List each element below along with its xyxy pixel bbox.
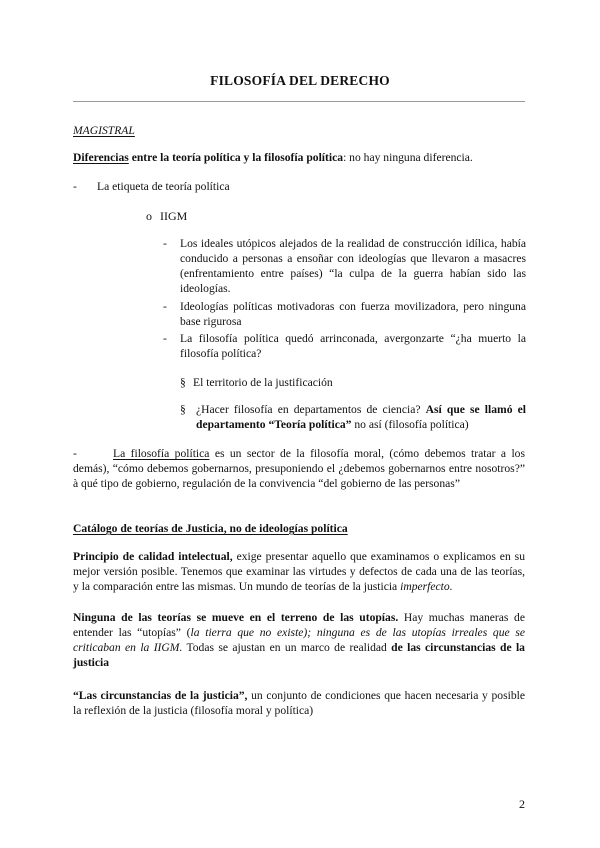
sec-2-bold: Así que se llamó el departamento “Teoría política”: [196, 403, 526, 431]
bullet-2-underlined: La filosofía política: [113, 447, 210, 460]
bullet-2-marker: -: [73, 447, 77, 460]
diferencias-paragraph: [73, 150, 525, 165]
sec-1-text: El territorio de la justificación: [193, 376, 333, 389]
dash-c-marker: -: [163, 332, 167, 345]
dash-c-text: La filosofía política quedó arrinconada, avergonzarte “¿ha muerto la filosofía política?: [180, 332, 526, 360]
title-divider: [73, 101, 525, 102]
sec-2-text: ¿Hacer filosofía en departamentos de ciencia? Así que se llamó el departamento “Teoría política” no así (filosofía política): [196, 403, 526, 431]
diferencias-bold: entre la teoría política y la filosofía política: [128, 151, 344, 164]
bullet-1-marker: -: [73, 180, 77, 193]
dash-b-marker: -: [163, 300, 167, 313]
section-sign-1: §: [180, 376, 186, 389]
circunstancias-paragraph: “Las circunstancias de la justicia”, un conjunto de condiciones que hacen necesaria y posible la reflexión de la justicia (filosofía moral y política): [73, 689, 526, 717]
dash-a-text: Los ideales utópicos alejados de la realidad de construcción idílica, había conducido a personas a ensoñar con ideologías que llevaron a masacres (enfrentamiento entre países) “la culpa de la guerra habían sido las ideologías.: [180, 237, 526, 295]
principio-paragraph: Principio de calidad intelectual, exige presentar aquello que examinamos o explicamos en su mejor versión posible. Tenemos que examinar las virtudes y defectos de cada una de las teorías, y la comparación entre las mismas. Un mundo de teorías de la justicia imperfecto.: [73, 550, 525, 593]
bullet-1-text: La etiqueta de teoría política: [97, 180, 230, 193]
diferencias-text: : no hay ninguna diferencia.: [343, 151, 473, 164]
bullet-2-text: La filosofía política es un sector de la filosofía moral, (cómo debemos tratar a los demás), “cómo debemos gobernarnos, presuponiendo el ¿debemos gobernarnos entre nosotros?” à qué tipo de gobierno, regulación de la convivencia “del gobierno de las personas”: [73, 447, 525, 490]
diferencias-underlined: Diferencias: [73, 151, 129, 164]
ninguna-paragraph: Ninguna de las teorías se mueve en el terreno de las utopías. Hay muchas maneras de entender las “utopías” (la tierra que no existe); ninguna es de las utopías irreales que se criticaban en la IIGM. Todas se ajustan en un marco de realidad de las circunstancias de la justicia: [73, 611, 525, 669]
dash-a-marker: -: [163, 237, 167, 250]
catalogo-heading: Catálogo de teorías de Justicia, no de ideologías política: [73, 522, 348, 535]
section-sign-2: §: [180, 403, 186, 416]
section-heading: MAGISTRAL: [73, 124, 135, 137]
dash-b-text: Ideologías políticas motivadoras con fuerza movilizadora, pero ninguna base rigurosa: [180, 300, 526, 328]
page-number: 2: [519, 797, 525, 811]
sub-bullet-marker: o: [146, 209, 152, 223]
sub-bullet-text: IIGM: [160, 209, 188, 223]
page-title: FILOSOFÍA DEL DERECHO: [210, 73, 390, 88]
